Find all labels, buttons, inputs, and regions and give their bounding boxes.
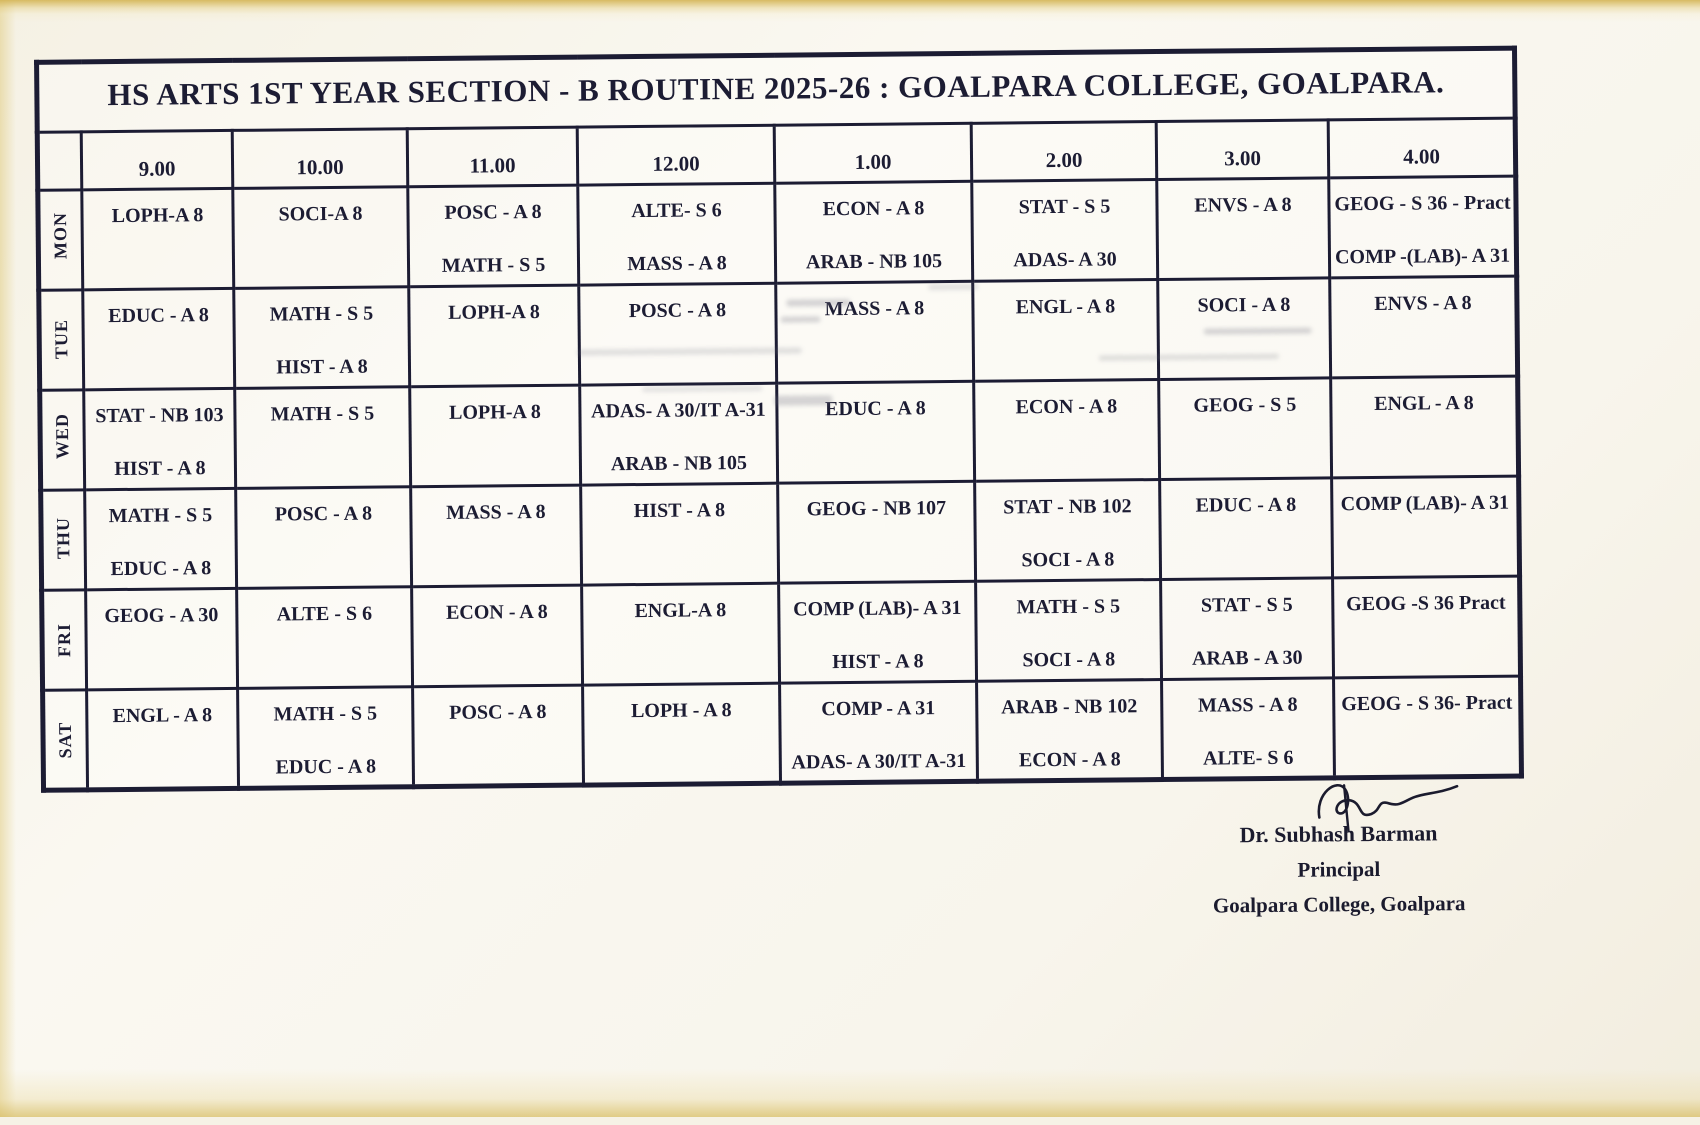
class-entry: SOCI - A 8 <box>1022 648 1116 672</box>
time-header-4: 4.00 <box>1328 118 1516 178</box>
class-cell-fri-2.00 <box>976 580 1162 682</box>
time-header-10: 10.00 <box>232 129 408 189</box>
class-entry: MATH - S 5 <box>441 253 546 277</box>
class-entry: GEOG - A 30 <box>104 604 219 628</box>
class-entry: MASS - A 8 <box>1197 693 1298 717</box>
class-entry: ENVS - A 8 <box>1374 292 1472 315</box>
class-cell-tue-2.00 <box>973 280 1159 382</box>
class-cell-mon-9.00 <box>82 188 234 289</box>
class-cell-tue-10.00 <box>234 287 410 389</box>
class-cell-thu-3.00 <box>1160 478 1333 580</box>
class-entry: POSC - A 8 <box>444 200 542 224</box>
day-label-fri <box>42 590 87 690</box>
class-entry: MATH - S 5 <box>273 702 378 726</box>
class-entry: LOPH-A 8 <box>111 204 204 228</box>
class-cell-thu-9.00 <box>85 488 237 589</box>
class-entry: POSC - A 8 <box>449 700 547 724</box>
class-entry: GEOG - S 36- Pract <box>1341 691 1513 716</box>
class-entry: LOPH - A 8 <box>630 699 732 723</box>
class-entry: ECON - A 8 <box>445 600 548 624</box>
class-entry: SOCI-A 8 <box>278 202 363 226</box>
class-cell-tue-4.00 <box>1330 276 1518 378</box>
class-entry: ECON - A 8 <box>1018 748 1121 772</box>
class-cell-mon-10.00 <box>233 187 409 289</box>
class-entry: MASS - A 8 <box>824 297 925 321</box>
class-entry: EDUC - A 8 <box>275 755 377 779</box>
day-label-text: THU <box>52 516 74 560</box>
class-cell-sat-11.00 <box>413 685 584 787</box>
class-cell-sat-9.00 <box>87 688 239 789</box>
class-entry: COMP - A 31 <box>821 697 936 721</box>
class-cell-wed-3.00 <box>1159 378 1332 480</box>
time-header-1: 1.00 <box>774 123 972 183</box>
class-entry: HIST - A 8 <box>276 355 368 379</box>
class-entry: MATH - S 5 <box>1016 595 1121 619</box>
day-row-wed <box>40 376 1519 490</box>
class-cell-sat-1.00 <box>780 681 978 783</box>
class-entry: ALTE - S 6 <box>276 602 373 626</box>
day-label-sat <box>43 690 88 790</box>
class-entry: HIST - A 8 <box>633 499 726 523</box>
class-entry: ARAB - NB 105 <box>610 451 748 476</box>
class-cell-fri-1.00 <box>779 581 977 683</box>
class-entry: POSC - A 8 <box>274 502 373 526</box>
class-cell-fri-10.00 <box>237 587 413 689</box>
class-entry: COMP (LAB)- A 31 <box>1340 491 1510 516</box>
time-header-12: 12.00 <box>577 125 775 185</box>
class-cell-mon-11.00 <box>408 185 579 287</box>
class-cell-wed-4.00 <box>1331 376 1519 478</box>
class-cell-sat-12.00 <box>583 683 781 785</box>
day-row-fri <box>42 576 1521 690</box>
class-entry: SOCI - A 8 <box>1197 293 1291 317</box>
class-cell-sat-2.00 <box>977 680 1163 782</box>
class-entry: GEOG -S 36 Pract <box>1346 591 1506 616</box>
class-entry: LOPH-A 8 <box>448 300 540 324</box>
class-entry: ECON - A 8 <box>1015 395 1118 419</box>
class-cell-fri-11.00 <box>412 585 583 687</box>
day-label-text: WED <box>51 412 73 460</box>
class-cell-thu-10.00 <box>236 487 412 589</box>
class-entry: GEOG - S 5 <box>1193 393 1297 417</box>
class-entry: COMP (LAB)- A 31 <box>793 596 962 621</box>
class-entry: STAT - S 5 <box>1200 593 1293 617</box>
day-row-thu <box>41 476 1520 590</box>
class-entry: ENGL - A 8 <box>1015 295 1116 319</box>
class-entry: ADAS- A 30/IT A-31 <box>791 749 967 774</box>
class-cell-mon-12.00 <box>578 183 776 285</box>
class-entry: ADAS- A 30 <box>1013 248 1117 272</box>
class-cell-wed-1.00 <box>777 381 975 483</box>
class-entry: EDUC - A 8 <box>1195 493 1297 517</box>
class-entry: ARAB - A 30 <box>1191 646 1303 670</box>
class-entry: ENGL-A 8 <box>634 599 727 623</box>
class-entry: STAT - NB 102 <box>1003 495 1132 519</box>
routine-table <box>34 46 1524 793</box>
day-row-tue <box>39 276 1518 390</box>
class-cell-mon-1.00 <box>775 181 973 283</box>
class-cell-fri-3.00 <box>1161 578 1334 680</box>
class-cell-wed-12.00 <box>580 383 778 485</box>
class-cell-sat-4.00 <box>1334 676 1522 778</box>
principal-name: Dr. Subhash Barman <box>1239 820 1438 848</box>
day-label-text: FRI <box>53 622 75 658</box>
class-cell-tue-3.00 <box>1158 278 1331 380</box>
time-header-11: 11.00 <box>407 127 578 187</box>
day-label-text: MON <box>49 211 71 260</box>
class-entry: MASS - A 8 <box>446 500 546 524</box>
document-title: HS ARTS 1ST YEAR SECTION - B ROUTINE 2025-26 : GOALPARA COLLEGE, GOALPARA. <box>37 48 1516 132</box>
time-header-2: 2.00 <box>971 122 1157 182</box>
class-entry: ENGL - A 8 <box>1374 392 1474 415</box>
class-entry: COMP -(LAB)- A 31 <box>1334 244 1511 269</box>
class-cell-thu-11.00 <box>411 485 582 587</box>
class-entry: MATH - S 5 <box>270 402 375 426</box>
class-cell-wed-2.00 <box>974 380 1160 482</box>
class-cell-tue-9.00 <box>83 288 235 389</box>
class-entry: MATH - S 5 <box>108 504 213 528</box>
class-entry: GEOG - S 36 - Pract <box>1334 191 1511 216</box>
class-entry: STAT - NB 103 <box>95 404 224 428</box>
class-cell-mon-3.00 <box>1157 178 1330 280</box>
principal-role: Principal <box>1297 856 1381 882</box>
class-entry: ENVS - A 8 <box>1194 193 1292 217</box>
class-cell-fri-12.00 <box>582 583 780 685</box>
class-cell-fri-4.00 <box>1333 576 1521 678</box>
class-entry: EDUC - A 8 <box>825 397 926 421</box>
class-cell-thu-1.00 <box>778 481 976 583</box>
day-label-wed <box>40 390 85 490</box>
class-cell-tue-1.00 <box>776 281 974 383</box>
class-entry: POSC - A 8 <box>628 299 727 323</box>
class-cell-tue-11.00 <box>409 285 580 387</box>
class-entry: ADAS- A 30/IT A-31 <box>590 398 766 423</box>
class-entry: MATH - S 5 <box>269 302 374 326</box>
class-cell-thu-4.00 <box>1332 476 1520 578</box>
signature-block <box>1163 772 1514 919</box>
class-entry: ALTE- S 6 <box>1202 746 1294 770</box>
class-cell-fri-9.00 <box>86 588 238 689</box>
class-cell-mon-2.00 <box>972 180 1158 282</box>
class-entry: EDUC - A 8 <box>110 557 212 581</box>
class-entry: ECON - A 8 <box>822 197 925 221</box>
class-cell-wed-9.00 <box>84 388 236 489</box>
class-entry: GEOG - NB 107 <box>806 497 947 521</box>
class-entry: LOPH-A 8 <box>448 400 541 424</box>
class-entry: HIST - A 8 <box>114 457 206 481</box>
class-cell-tue-12.00 <box>579 283 777 385</box>
class-entry: SOCI - A 8 <box>1021 548 1115 572</box>
day-label-thu <box>41 490 86 590</box>
day-label-text: SAT <box>54 721 76 758</box>
class-cell-sat-3.00 <box>1162 678 1335 780</box>
time-header-9: 9.00 <box>81 130 233 189</box>
class-entry: HIST - A 8 <box>832 650 924 674</box>
day-label-text: TUE <box>51 318 72 360</box>
class-entry: STAT - S 5 <box>1018 195 1111 219</box>
class-cell-wed-10.00 <box>235 387 411 489</box>
class-cell-wed-11.00 <box>410 385 581 487</box>
class-cell-sat-10.00 <box>238 687 414 789</box>
class-entry: EDUC - A 8 <box>108 304 209 328</box>
class-entry: ARAB - NB 102 <box>1001 695 1138 719</box>
class-entry: MASS - A 8 <box>627 252 727 276</box>
class-cell-thu-12.00 <box>581 483 779 585</box>
class-entry: ALTE- S 6 <box>631 199 722 223</box>
day-row-mon <box>38 176 1517 290</box>
class-entry: ARAB - NB 105 <box>805 250 943 274</box>
time-header-3: 3.00 <box>1156 120 1329 180</box>
class-cell-mon-4.00 <box>1329 176 1517 278</box>
day-label-mon <box>38 190 83 290</box>
class-cell-thu-2.00 <box>975 480 1161 582</box>
institution-name: Goalpara College, Goalpara <box>1212 891 1466 918</box>
day-column-header <box>37 132 82 190</box>
day-label-tue <box>39 290 84 390</box>
class-entry: ENGL - A 8 <box>112 704 213 728</box>
